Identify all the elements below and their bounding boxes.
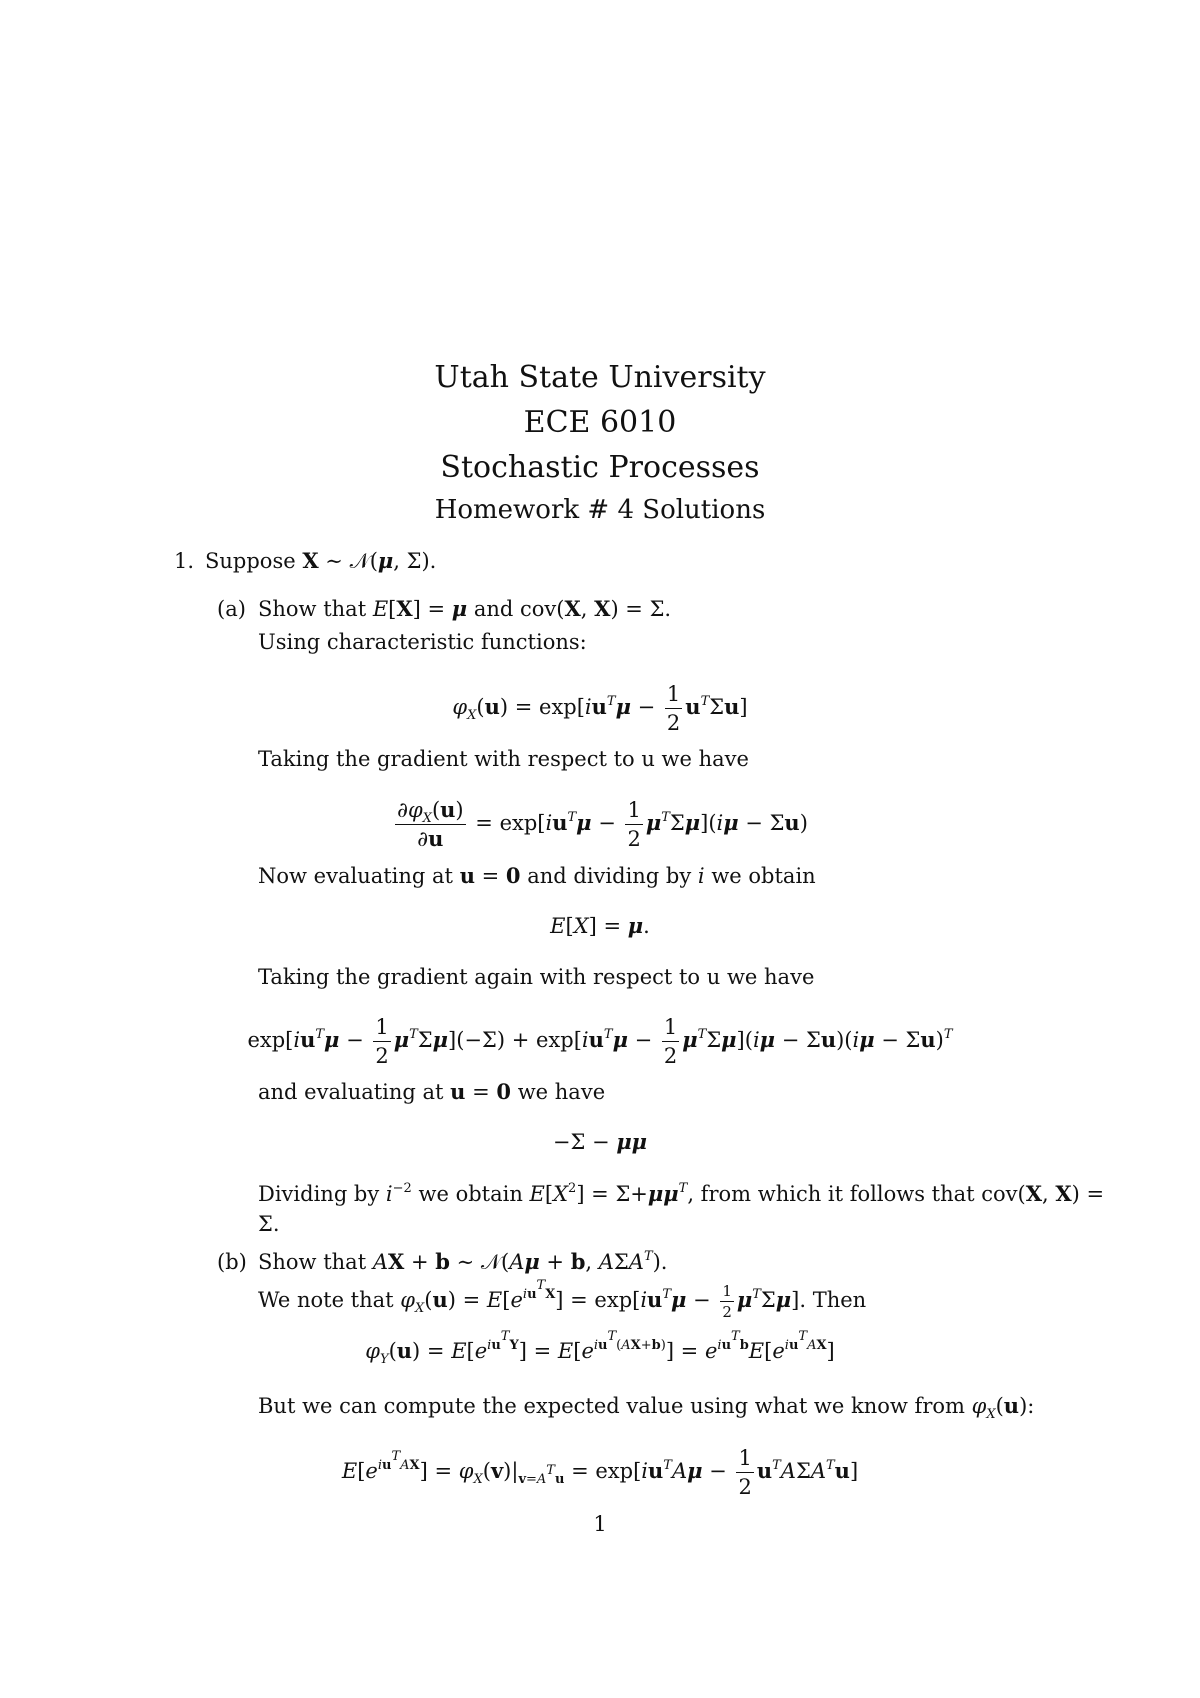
part-b-text-2: But we can compute the expected value using what we know from $\varphi_X(u)$: — [258, 1393, 1035, 1422]
equation-second-gradient: $\exp[iu^T\mu$ − $\frac{1}{2}$ $\mu^T\Sigma\mu](-\Sigma) + \exp[iu^T\mu$ − $\frac{1}{2}$ $\mu^T\Sigma\mu](i\mu - \Sigma u)(i\mu - \Sigma u)^T$ — [247, 1015, 953, 1068]
assignment-title: Homework # 4 Solutions — [434, 495, 766, 525]
problem-number: 1. — [174, 549, 195, 573]
part-a-text-2: Taking the gradient with respect to u we have — [258, 747, 749, 771]
part-a-text-5: and evaluating at u = 0 we have — [258, 1079, 606, 1104]
equation-expected-value: $E[e^{iu^TAX}] = \varphi_X(v)|_{v=A^Tu} = \exp[iu^TA\mu$ − $\frac{1}{2}$ $u^TA\Sigma A^Tu$] — [341, 1446, 859, 1499]
problem-statement: Suppose X ∼ 𝒩(μ, Σ). — [205, 548, 437, 573]
equation-mean: E[X] = μ. — [550, 913, 650, 938]
part-b-statement: Show that AX + b ∼ 𝒩(Aμ + b, $A\Sigma A^T$). — [258, 1249, 668, 1274]
part-a-label: (a) — [217, 597, 246, 621]
part-a-text-4: Taking the gradient again with respect to u we have — [258, 965, 815, 989]
university-title: Utah State University — [434, 360, 766, 395]
part-a-statement: Show that E[X] = μ and cov(X, X) = Σ. — [258, 596, 672, 621]
course-subject: Stochastic Processes — [440, 450, 760, 485]
equation-char-function-y: $\varphi_Y(u) = E[e^{iu^TY}] = E[e^{iu^T(AX+b)}] = e^{iu^Tb}E[e^{iu^TAX}]$ — [365, 1329, 835, 1367]
equation-char-function: $\varphi_X(u) = \exp[iu^T\mu$ − $\frac{1}{2}$ $u^T\Sigma u$] — [452, 682, 748, 735]
course-number: ECE 6010 — [523, 405, 677, 440]
part-a-text-3: Now evaluating at u = 0 and dividing by i we obtain — [258, 863, 816, 888]
part-a-text-6: Dividing by $i^{-2}$ we obtain $E[X^2] = \Sigma+\mu\mu^T$, from which it follows that cov(X, X) = — [258, 1181, 1105, 1206]
page-number: 1 — [593, 1512, 607, 1536]
equation-second-moment: −Σ − μμ — [552, 1129, 648, 1154]
equation-gradient: $\frac{\partial\varphi_X(u)}{\partial u}$ = $\exp[iu^T\mu$ − $\frac{1}{2}$ $\mu^T\Sigma\mu](i\mu - \Sigma u)$ — [397, 797, 808, 851]
part-a-text-1: Using characteristic functions: — [258, 630, 587, 654]
part-b-label: (b) — [217, 1250, 247, 1274]
part-b-text-1: We note that $\varphi_X(u) = E[e^{iu^TX}] = \exp[iu^T\mu$ − $\frac{1}{2}$ $\mu^T\Sigma\mu$]. Then — [258, 1278, 867, 1321]
part-a-text-6-cont: Σ. — [258, 1212, 280, 1236]
